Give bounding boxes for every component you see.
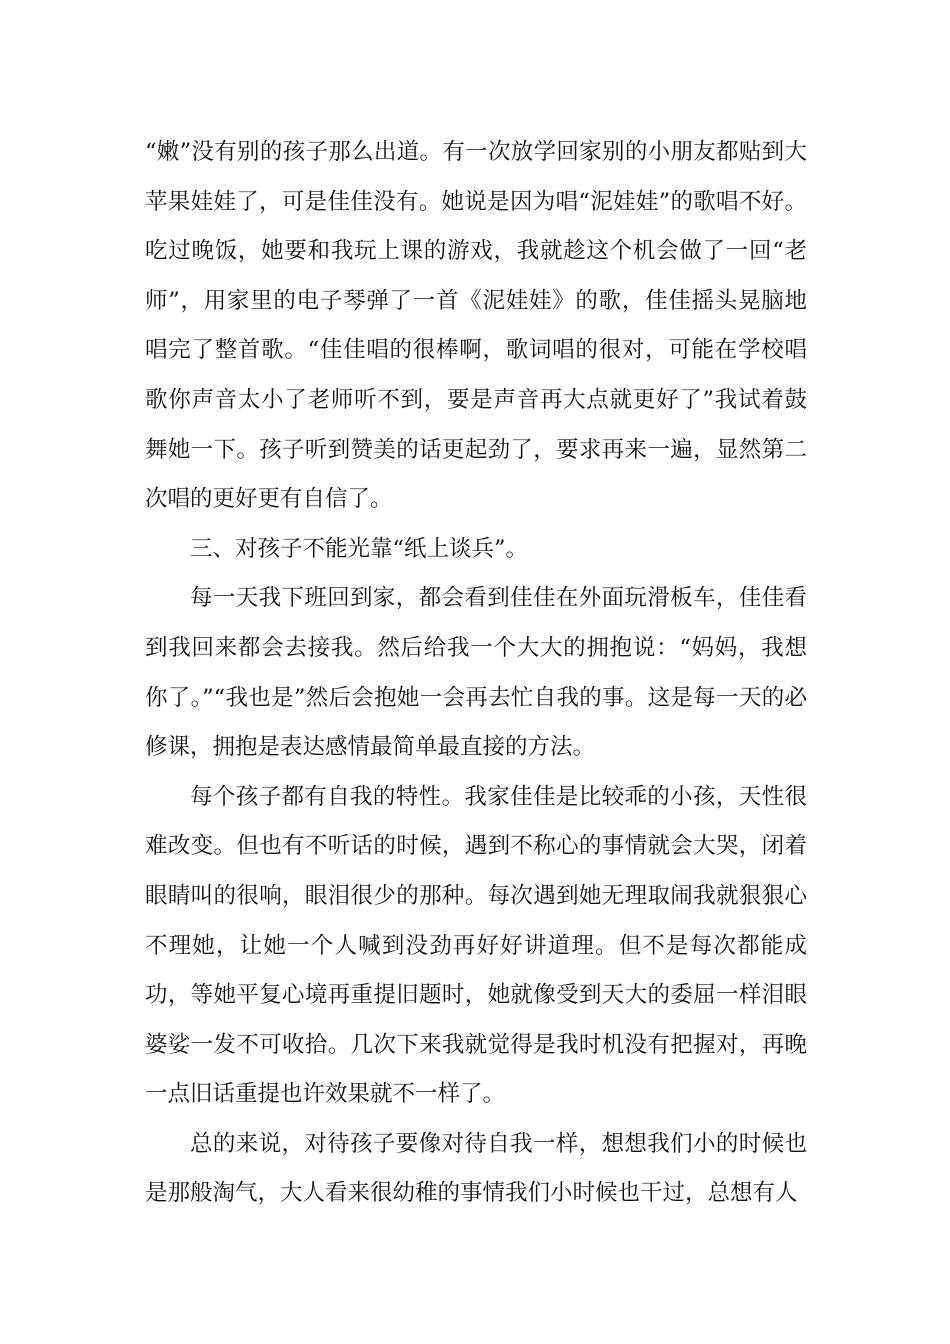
paragraph-1: “嫩”没有别的孩子那么出道。有一次放学回家别的小朋友都贴到大苹果娃娃了，可是佳佳没有。她说是因为唱“泥娃娃”的歌唱不好。吃过晚饭，她要和我玩上课的游戏，我就趁这个机会做了一回“老师”，用家里的电子琴弹了一首《泥娃娃》的歌，佳佳摇头晃脑地唱完了整首歌。“佳佳唱的很棒啊，歌词唱的很对，可能在学校唱歌你声音太小了老师听不到，要是声音再大点就更好了”我试着鼓舞她一下。孩子听到赞美的话更起劲了，要求再来一遍，显然第二次唱的更好更有自信了。 [145, 139, 807, 513]
paragraph-5: 总的来说，对待孩子要像对待自我一样，想想我们小的时候也是那般淘气，大人看来很幼稚的事情我们小时候也干过，总想有人 [145, 1130, 807, 1207]
paragraph-3: 每一天我下班回到家，都会看到佳佳在外面玩滑板车，佳佳看到我回来都会去接我。然后给我一个大大的拥抱说：“妈妈，我想你了。”“我也是”然后会抱她一会再去忙自我的事。这是每一天的必修课，拥抱是表达感情最简单最直接的方法。 [145, 585, 807, 761]
paragraph-2-heading: 三、对孩子不能光靠“纸上谈兵”。 [190, 535, 529, 562]
document-body [145, 128, 807, 1219]
paragraph-4: 每个孩子都有自我的特性。我家佳佳是比较乖的小孩，天性很难改变。但也有不听话的时候，遇到不称心的事情就会大哭，闭着眼睛叫的很响，眼泪很少的那种。每次遇到她无理取闹我就狠狠心不理她，让她一个人喊到没劲再好好讲道理。但不是每次都能成功，等她平复心境再重提旧题时，她就像受到天大的委屈一样泪眼婆娑一发不可收拾。几次下来我就觉得是我时机没有把握对，再晚一点旧话重提也许效果就不一样了。 [145, 783, 807, 1108]
